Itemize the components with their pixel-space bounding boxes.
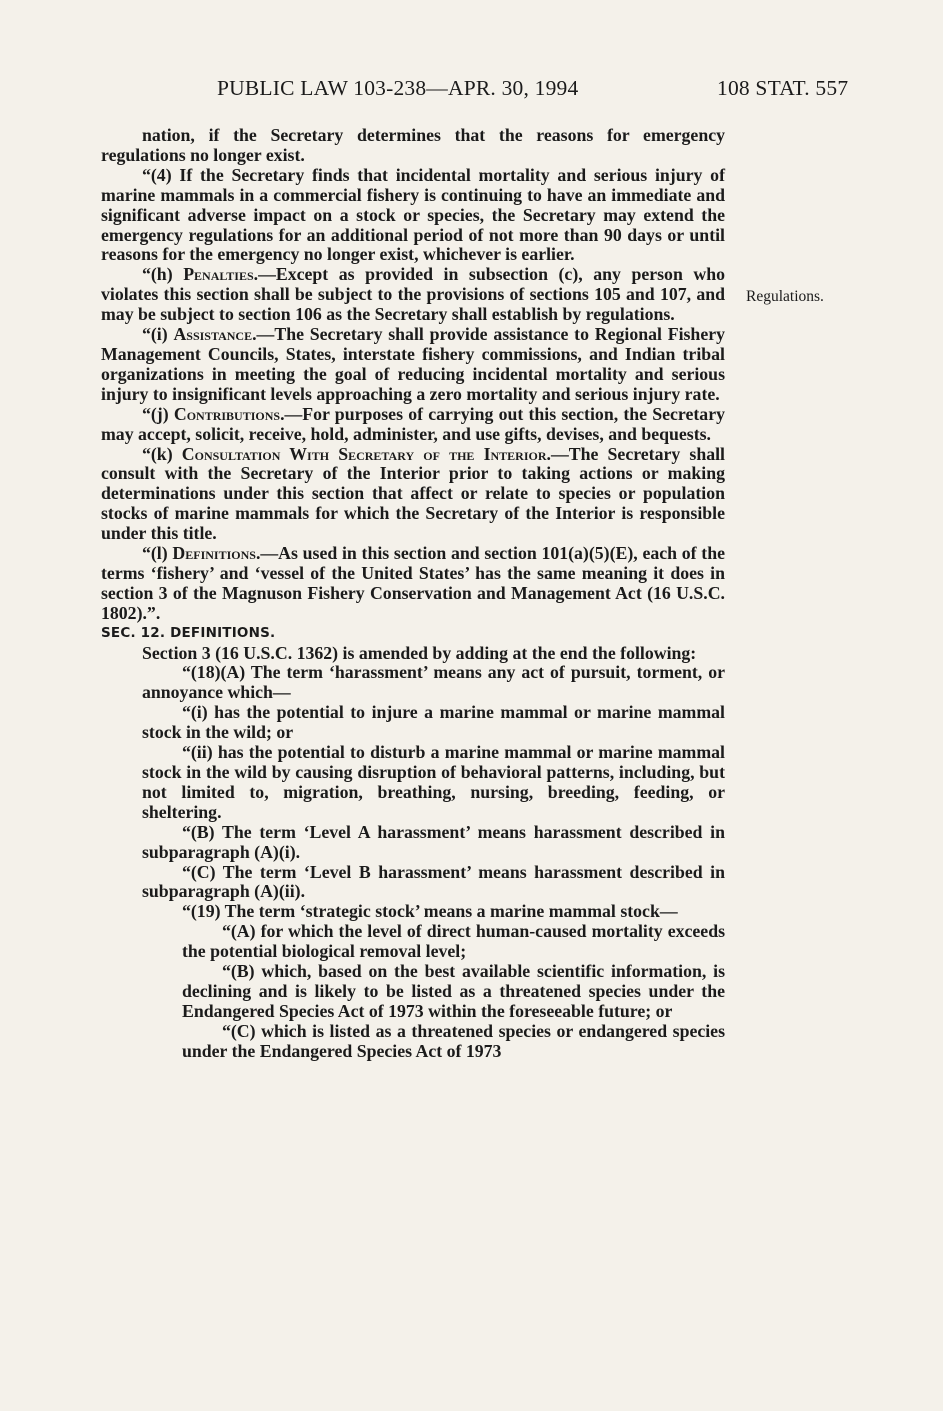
running-header-title: PUBLIC LAW 103-238—APR. 30, 1994 bbox=[217, 76, 579, 100]
subsection-h-heading: Penalties bbox=[183, 264, 254, 285]
subsection-i-heading: Assistance bbox=[173, 324, 253, 345]
subsection-j-heading: Contributions bbox=[173, 403, 281, 424]
definition-18-c: “(C) The term ‘Level B harassment’ means harassment described in subparagraph (A)(ii). bbox=[142, 861, 725, 902]
margin-note-regulations: Regulations. bbox=[746, 288, 824, 305]
definition-18-a: “(18)(A) The term ‘harassment’ means any act of pursuit, torment, or annoyance which— bbox=[142, 662, 725, 703]
subsection-h-lead: “(h) bbox=[142, 264, 184, 285]
subsection-l-lead: “(l) bbox=[142, 543, 173, 564]
subsection-i-text: .—The Secretary shall provide assistance to Regional Fishery Management Councils, States, interstate fishery commissions, and Indian tribal organizations in meeting the goal of reducing incidental mortality and serious injury to insignificant levels approaching a zero mortality and serious injury rate. bbox=[101, 324, 725, 404]
subsection-j bbox=[101, 405, 725, 445]
paragraph-continuation: nation, if the Secretary determines that the reasons for emergency regulations no longer exist. bbox=[101, 125, 725, 165]
subsection-l-heading: Definitions bbox=[172, 543, 256, 564]
subsection-l-text: .—As used in this section and section 101(a)(5)(E), each of the terms ‘fishery’ and ‘vessel of the United States’ has the same meaning it does in section 3 of the Magnuson Fishery Conservation and Management Act (16 U.S.C. 1802).”. bbox=[101, 543, 725, 623]
subsection-k-text: .—The Secretary shall consult with the Secretary of the Interior prior to taking actions or making determinations under this section that affect or relate to species or population stocks of marine mammals for which the Secretary of the Interior is responsible under this title. bbox=[101, 443, 725, 544]
document-body bbox=[101, 126, 725, 1062]
subsection-j-text: .—For purposes of carrying out this section, the Secretary may accept, solicit, receive, hold, administer, and use gifts, devises, and bequests. bbox=[101, 403, 725, 444]
subsection-k-heading: Consultation With Secretary of the Interior bbox=[181, 443, 547, 464]
definition-18-a-i: “(i) has the potential to injure a marine mammal or marine mammal stock in the wild; or bbox=[142, 702, 725, 743]
definition-18-b: “(B) The term ‘Level A harassment’ means harassment described in subparagraph (A)(i). bbox=[142, 821, 725, 862]
subsection-h bbox=[101, 265, 725, 325]
subsection-h-text: .—Except as provided in subsection (c), any person who violates this section shall be subject to the provisions of sections 105 and 107, and may be subject to section 106 as the Secretary shall establish by regulations. bbox=[101, 264, 726, 325]
subsection-l bbox=[101, 544, 725, 624]
section-intro: Section 3 (16 U.S.C. 1362) is amended by adding at the end the following: bbox=[142, 642, 697, 663]
definition-19-c: “(C) which is listed as a threatened species or endangered species under the Endangered Species Act of 1973 bbox=[182, 1020, 725, 1061]
definition-18-a-ii: “(ii) has the potential to disturb a marine mammal or marine mammal stock in the wild by causing disruption of behavioral patterns, including, but not limited to, migration, breathing, nursing, breeding, feeding, or sheltering. bbox=[142, 742, 725, 822]
subsection-j-lead: “(j) bbox=[142, 403, 174, 424]
paragraph-4: “(4) If the Secretary finds that incidental mortality and serious injury of marine mammals in a commercial fishery is continuing to have an immediate and significant adverse impact on a stock or species, the Secretary may extend the emergency regulations for an additional period of not more than 90 days or until reasons for the emergency no longer exist, whichever is earlier. bbox=[101, 164, 725, 265]
definition-19: “(19) The term ‘strategic stock’ means a marine mammal stock— bbox=[182, 901, 678, 922]
subsection-k-lead: “(k) bbox=[142, 443, 182, 464]
subsection-i bbox=[101, 325, 725, 405]
subsection-k bbox=[101, 445, 725, 545]
section-heading: SEC. 12. DEFINITIONS. bbox=[101, 624, 276, 641]
definition-19-b: “(B) which, based on the best available scientific information, is declining and is likely to be listed as a threatened species under the Endangered Species Act of 1973 within the foreseeable future; or bbox=[182, 961, 725, 1021]
definition-19-a: “(A) for which the level of direct human-caused mortality exceeds the potential biological removal level; bbox=[182, 921, 725, 962]
subsection-i-lead: “(i) bbox=[142, 324, 174, 345]
page-number-stat: 108 STAT. 557 bbox=[717, 76, 849, 100]
